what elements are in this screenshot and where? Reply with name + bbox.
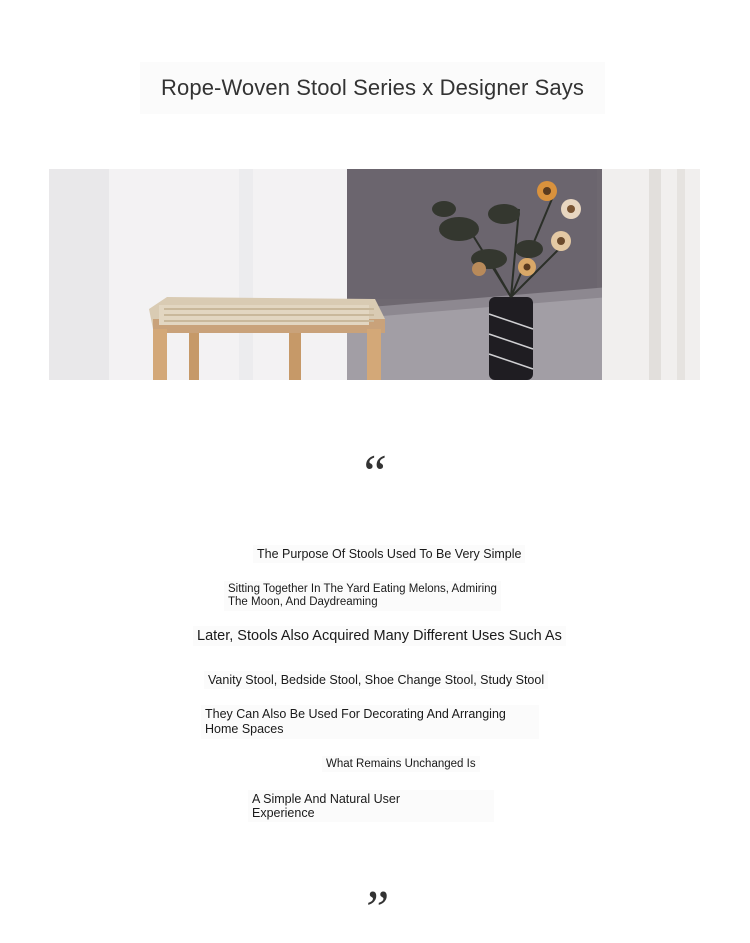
text-line-7a: A Simple And Natural User	[252, 792, 400, 806]
hero-image	[49, 169, 700, 380]
text-line-7b: Experience	[252, 806, 315, 820]
text-line-2b: The Moon, And Daydreaming	[228, 596, 378, 608]
text-line-5a: They Can Also Be Used For Decorating And Arranging	[205, 707, 506, 721]
open-quote-mark: “	[358, 445, 388, 502]
text-line-3: Later, Stools Also Acquired Many Different Uses Such As	[193, 626, 566, 646]
close-quote-mark: ”	[360, 881, 390, 938]
text-line-2a: Sitting Together In The Yard Eating Melons, Admiring	[228, 583, 497, 595]
text-line-4: Vanity Stool, Bedside Stool, Shoe Change Stool, Study Stool	[204, 671, 548, 689]
text-line-5	[201, 705, 539, 739]
text-line-6: What Remains Unchanged Is	[322, 756, 480, 772]
page-title: Rope-Woven Stool Series x Designer Says	[140, 62, 605, 114]
text-line-7	[248, 790, 494, 822]
stool-vase-photo	[49, 169, 700, 380]
text-line-5b: Home Spaces	[205, 722, 284, 736]
text-line-1: The Purpose Of Stools Used To Be Very Simple	[253, 545, 525, 563]
text-line-2	[224, 581, 501, 611]
